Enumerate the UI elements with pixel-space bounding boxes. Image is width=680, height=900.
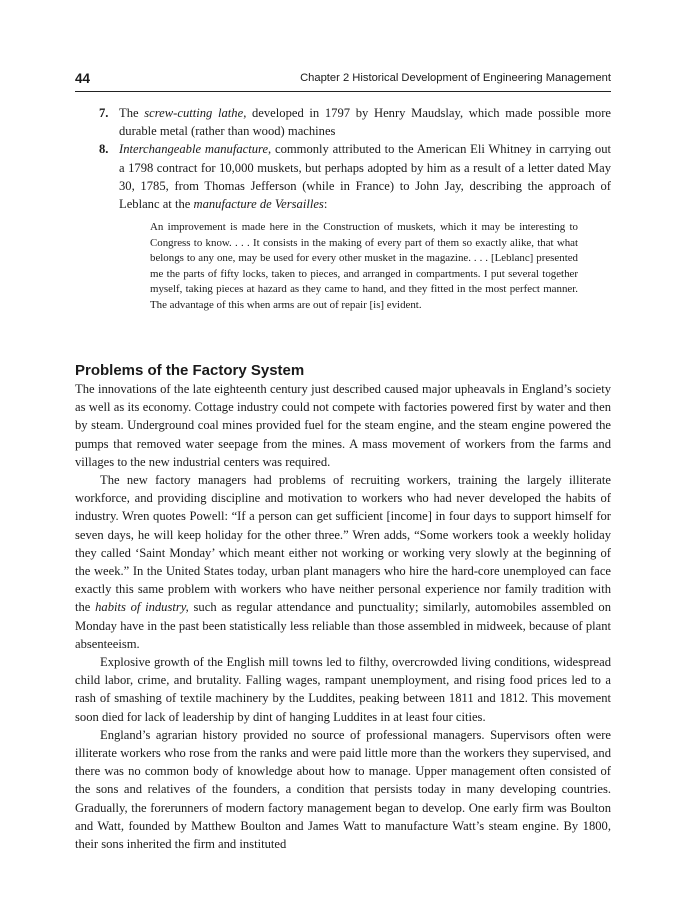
running-head: Chapter 2 Historical Development of Engineering Management <box>300 72 611 84</box>
page-number: 44 <box>75 71 91 86</box>
paragraph-text: such as regular attendance and punctuality; similarly, automobiles assembled on Monday have in the past been statistically less reliable than those assembled in midweek, because of plant absenteeism. <box>75 600 611 651</box>
paragraph-emphasis: habits of industry, <box>95 600 189 615</box>
list-number: 8. <box>99 142 109 157</box>
list-number: 7. <box>99 106 109 120</box>
list-term: Interchangeable manufacture <box>119 142 269 157</box>
list-term: screw-cutting lathe <box>144 106 244 120</box>
paragraph: England’s agrarian history provided no source of professional managers. Supervisors often were illiterate workers who rose from the ranks and were paid little more than the workers they supervised, and there was no common body of knowledge about how to manage. Upper management often consisted of the sons and relatives of the founders, a condition that persists today in many developing countries. Gradually, the forerunners of modern factory management began to develop. One early firm was Boulton and Watt, founded by Matthew Boulton and James Watt to manufacture Watt’s steam engine. By 1800, their sons inherited the firm and instituted <box>75 727 611 852</box>
list-text: , developed in 1797 by Henry Maudslay, which made possible more durable metal (rather than wood) machines <box>119 106 611 139</box>
list-item <box>75 140 611 213</box>
header-rule <box>75 91 611 92</box>
paragraph: Explosive growth of the English mill towns led to filthy, overcrowded living conditions, widespread child labor, crime, and brutality. Falling wages, rampant unemployment, and rising food prices led to a rash of smashing of textile machinery by the Luddites, peaking between 1811 and 1812. This movement soon died for lack of leadership by dint of hanging Luddites in at least four cities. <box>75 655 611 724</box>
numbered-list <box>75 104 611 213</box>
block-quote: An improvement is made here in the Construction of muskets, which it may be interesting to Congress to know. . . . It consists in the making of every part of them so exactly alike, that what belongs to any one, may be used for every other musket in the magazine. . . . [Leblanc] presented me the parts of fifty locks, taken to pieces, and arranged in compartments. I put several together myself, taking pieces at hazard as they came to hand, and they fitted in the most perfect manner. The advantage of this when arms are out of repair [is] evident. <box>150 221 578 311</box>
paragraph-text: The new factory managers had problems of recruiting workers, training the largely illiterate workforce, and providing discipline and motivation to workers who had never developed the habits of industry. Wren quotes Powell: “If a person can get sufficient [income] in four days to support himself for seven days, he will keep holiday for the other three.” Wren adds, “Some workers took a weekly holiday they called ‘Saint Monday’ which meant either not working or working very slowly at the beginning of the week.” In the United States today, urban plant managers who hire the hard-core unemployed can face exactly this same problem with workers who have neither personal experience nor family tradition with the <box>75 473 611 615</box>
list-text: : <box>323 197 328 212</box>
page-header <box>75 71 611 89</box>
paragraph: The innovations of the late eighteenth century just described caused major upheavals in England’s society as well as its economy. Cottage industry could not compete with factories powered first by water and then by steam. Underground coal mines provided fuel for the steam engine, and the steam engine powered the pumps that removed water seepage from the mines. A mass movement of workers from the farms and villages to the new industrial centers was required. <box>75 382 611 469</box>
list-text: , commonly attributed to the American Eli Whitney in carrying out a 1798 contract for 10,000 muskets, but perhaps adopted by him as a result of a letter dated May 30, 1785, from Thomas Jefferson (while in France) to John Jay, describing the approach of Leblanc at the <box>119 142 611 212</box>
paragraph <box>75 471 611 653</box>
list-term: manufacture de Versailles <box>193 197 324 212</box>
section-heading: Problems of the Factory System <box>75 362 305 380</box>
list-item <box>75 104 611 140</box>
list-text: The <box>119 106 145 120</box>
body-text <box>75 380 611 853</box>
